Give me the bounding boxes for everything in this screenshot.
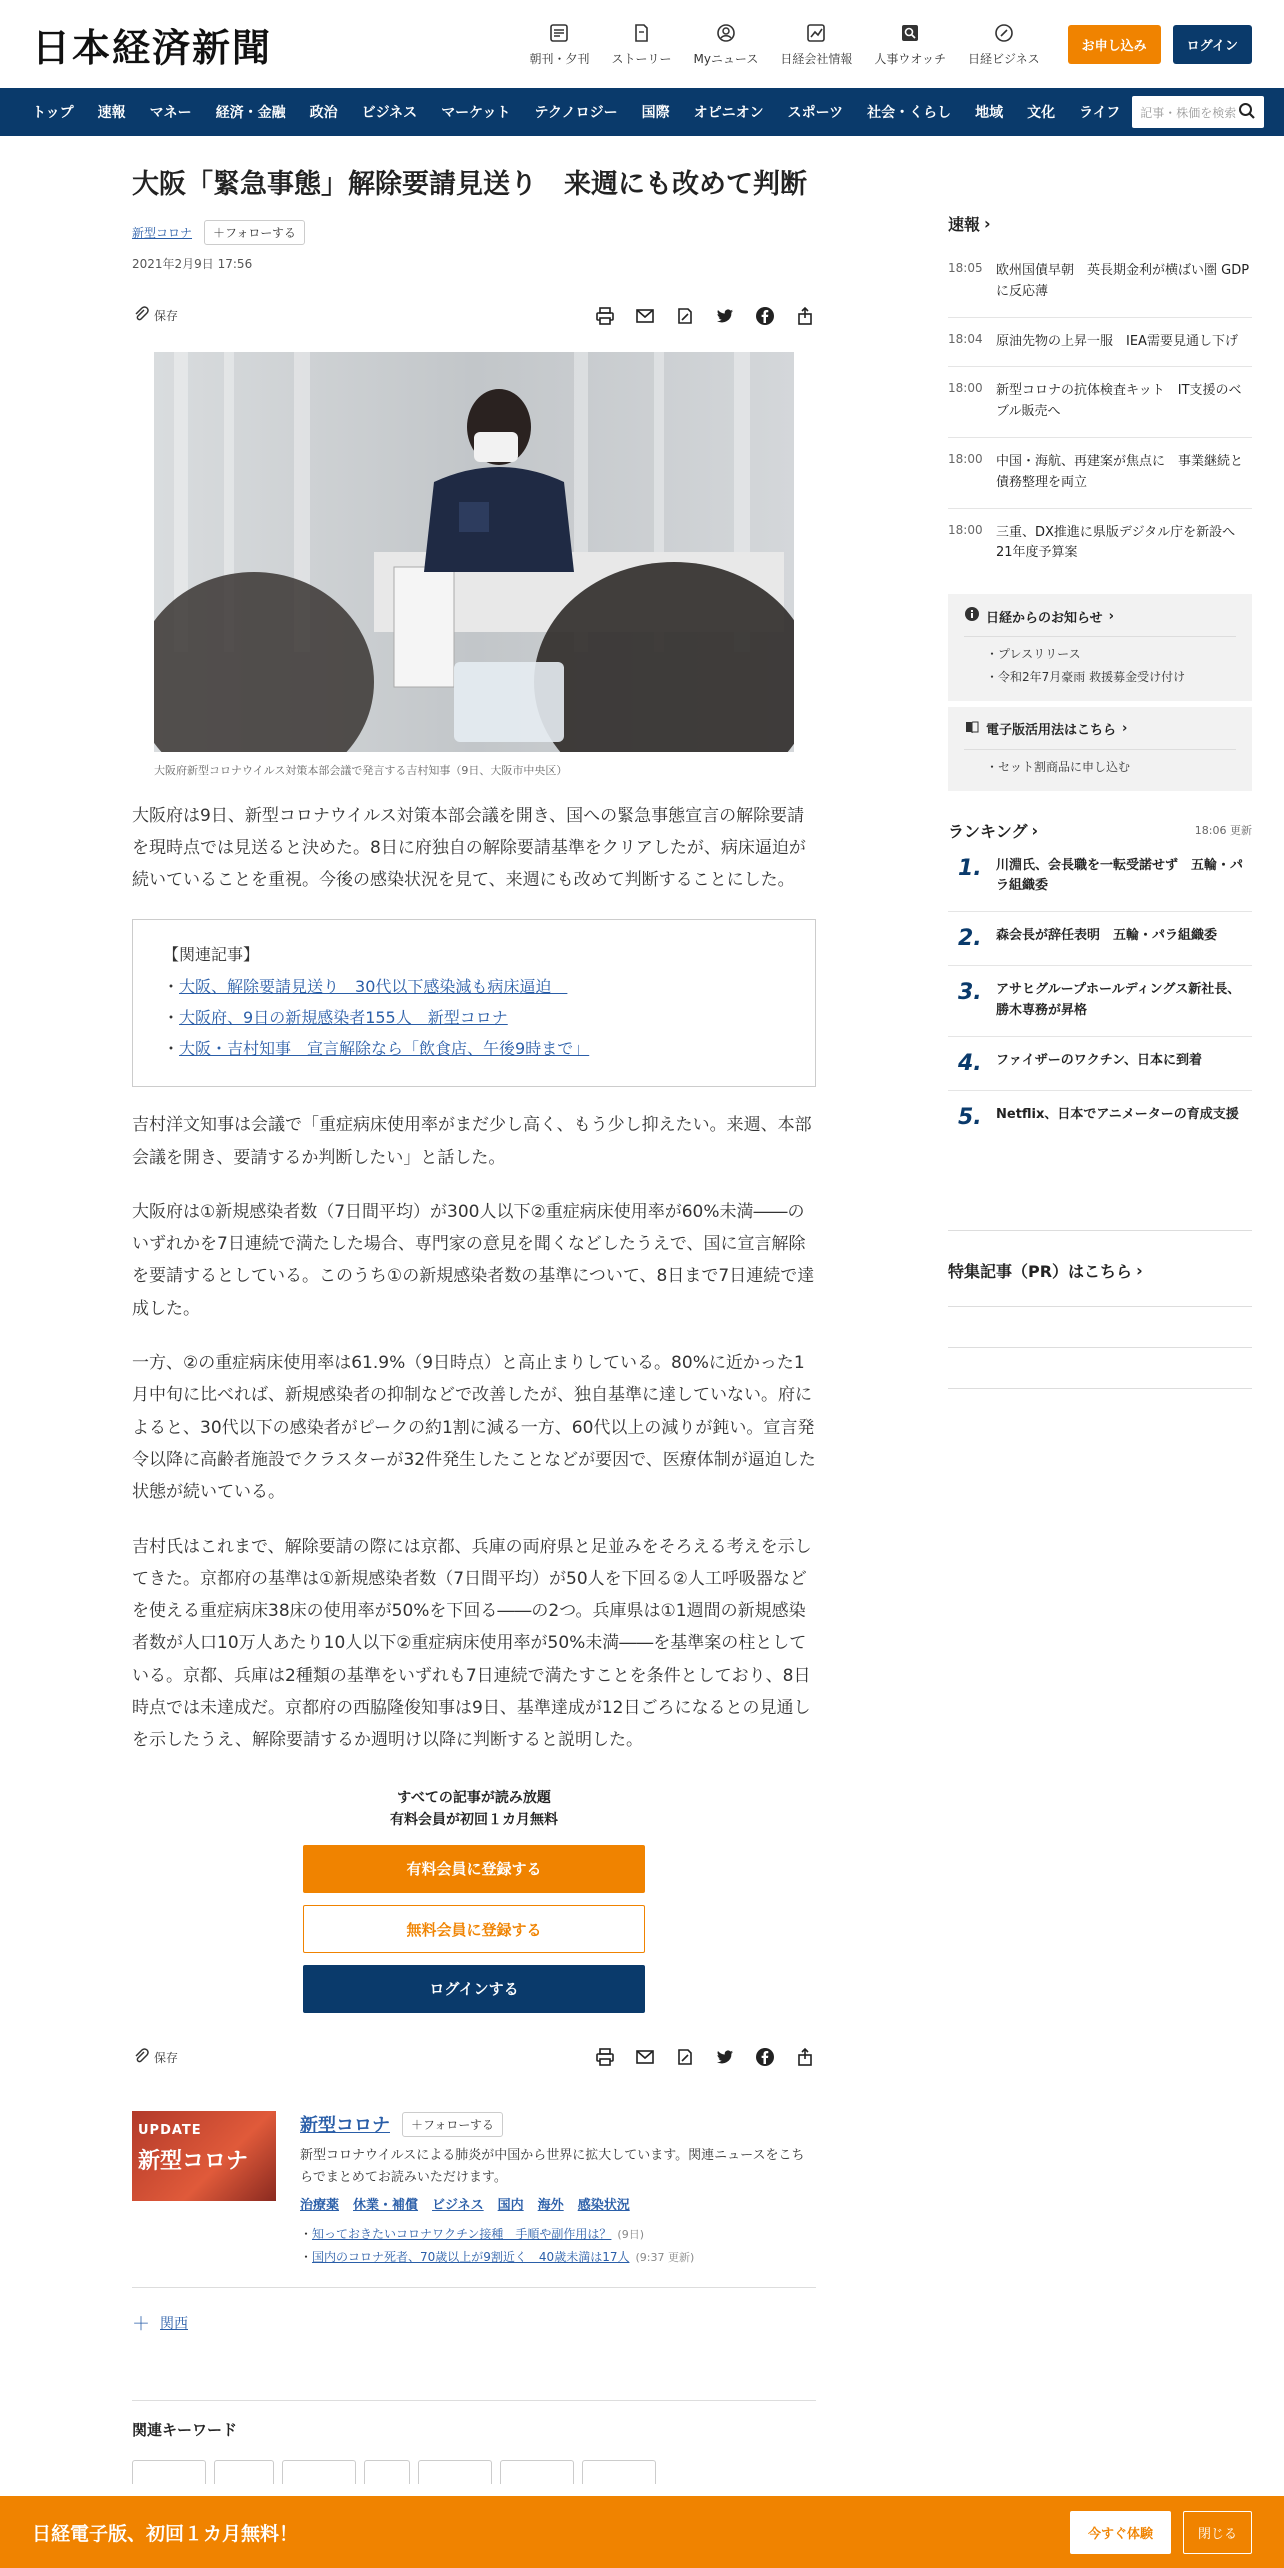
save-button[interactable] [132, 2047, 178, 2068]
topic-link-note: (9:37 更新) [635, 2250, 695, 2264]
notice-heading[interactable] [964, 606, 1236, 626]
article-toolbar-top [132, 302, 816, 330]
nav-item-flash[interactable]: 速報 [97, 105, 126, 121]
twitter-icon[interactable] [714, 2046, 736, 2068]
ranking-item[interactable] [948, 966, 1252, 1037]
photo-illustration [154, 352, 794, 752]
topic-name-link[interactable]: 新型コロナ [300, 2115, 390, 2137]
area-tag-link[interactable]: 関西 [160, 2316, 188, 2333]
chevron-right-icon: › [1108, 608, 1114, 624]
header-link-label: 日経ビジネス [967, 51, 1040, 66]
notice-title: 日経からのお知らせ [986, 610, 1103, 626]
nav-item-life[interactable]: ライフ [1079, 105, 1121, 121]
flash-news-title: 速報 [948, 215, 981, 234]
topic-thumbnail-line2: 新型コロナ [138, 2149, 249, 2175]
topic-link-note: (9日) [617, 2227, 645, 2241]
search-icon[interactable] [1238, 102, 1256, 123]
topic-article-link[interactable]: 知っておきたいコロナワクチン接種 手順や副作用は？ [312, 2226, 612, 2241]
topic-tag-link[interactable]: 休業・補償 [353, 2197, 419, 2213]
nav-item-market[interactable]: マーケット [441, 105, 511, 121]
topic-tag-link[interactable]: 治療薬 [300, 2197, 340, 2213]
guide-heading[interactable] [964, 719, 1236, 739]
digital-guide-box [948, 707, 1252, 791]
book-icon [964, 719, 980, 739]
paywall-login-button[interactable]: ログインする [303, 1965, 645, 2013]
rank-headline: ファイザーのワクチン、日本に到着 [996, 1052, 1203, 1068]
site-header [0, 0, 1284, 88]
follow-label: フォローする [423, 2117, 494, 2132]
rank-headline: Netflix、日本でアニメーターの育成支援 [996, 1106, 1239, 1122]
topic-tag-link[interactable]: ビジネス [432, 2197, 484, 2213]
chevron-right-icon: › [984, 214, 991, 233]
rank-number: 5. [958, 1104, 982, 1130]
header-link-label: 人事ウオッチ [874, 51, 946, 66]
document-icon [630, 22, 652, 44]
topic-links [300, 2223, 816, 2270]
pr-feature-title: 特集記事（PR）はこちら [948, 1261, 1133, 1281]
paywall-line1: すべての記事が読み放題 [397, 1789, 551, 1806]
ranking-item[interactable] [948, 842, 1252, 913]
ranking-title-link[interactable] [948, 819, 1038, 842]
facebook-icon[interactable] [754, 2046, 776, 2068]
trial-banner-text: 日経電子版、初回１カ月無料！ [32, 2522, 299, 2545]
header-icon-menu [529, 22, 1252, 67]
guide-title: 電子版活用法はこちら [986, 723, 1117, 739]
nav-item-region[interactable]: 地域 [975, 105, 1004, 121]
topic-article-link[interactable]: 国内のコロナ死者、70歳以上が9割近く 40歳未満は17人 [312, 2249, 630, 2264]
plus-icon[interactable]: ＋ [132, 2314, 150, 2336]
related-articles-box [132, 919, 816, 1088]
keyword-chip[interactable] [132, 2460, 206, 2484]
topic-link[interactable]: 新型コロナ [132, 225, 193, 240]
topic-tag-link[interactable]: 感染状況 [577, 2197, 630, 2213]
flash-news-item[interactable] [948, 367, 1252, 438]
nav-item-money[interactable]: マネー [149, 105, 192, 121]
ranking-item[interactable] [948, 1091, 1252, 1144]
chart-icon [805, 22, 827, 44]
article-title: 大阪「緊急事態」解除要請見送り 来週にも改めて判断 [132, 169, 807, 200]
chevron-right-icon: › [1122, 721, 1128, 737]
user-icon [715, 22, 737, 44]
search-placeholder: 記事・株価を検索 [1140, 105, 1237, 120]
close-banner-button[interactable]: 閉じる [1183, 2511, 1252, 2554]
login-button[interactable]: ログイン [1173, 25, 1252, 64]
share-buttons [594, 305, 816, 327]
header-link-morning-evening[interactable] [529, 22, 589, 67]
facebook-icon[interactable] [754, 305, 776, 327]
news-time: 18:00 [948, 381, 983, 396]
topic-thumbnail[interactable] [132, 2111, 276, 2201]
rank-number: 1. [958, 855, 982, 881]
plus-icon: ＋ [213, 225, 226, 240]
nav-item-opinion[interactable]: オピニオン [693, 105, 764, 121]
news-time: 18:00 [948, 451, 983, 466]
twitter-icon[interactable] [714, 305, 736, 327]
header-link-story[interactable] [611, 22, 671, 67]
register-free-button[interactable]: 無料会員に登録する [303, 1905, 645, 1953]
print-icon[interactable] [594, 2046, 616, 2068]
search-icon [899, 22, 921, 44]
topic-follow-button[interactable] [402, 2112, 503, 2137]
article-paragraph: 大阪府は①新規感染者数（7日間平均）が300人以下②重症病床使用率が60%未満――のいずれかを7日連続で満たした場合、専門家の意見を聞くなどしたうえで、国に宣言解除を要請するとしている。このうち①の新規感染者数の基準について、8日まで7日連続で達成した。 [132, 1201, 815, 1319]
header-link-my-news[interactable] [693, 22, 758, 67]
header-link-company-info[interactable] [780, 22, 852, 67]
save-button[interactable] [132, 305, 178, 326]
flash-news-item[interactable] [948, 509, 1252, 579]
related-link[interactable]: ・ 大阪、解除要請見送り 30代以下感染減も病床逼迫 [163, 971, 785, 1002]
news-time: 18:05 [948, 261, 983, 275]
news-headline: 三重、DX推進に県版デジタル庁を新設へ 21年度予算案 [996, 524, 1249, 561]
register-paid-button[interactable]: 有料会員に登録する [303, 1845, 645, 1893]
nav-item-society[interactable]: 社会・くらし [867, 105, 952, 121]
header-link-label: 日経会社情報 [780, 51, 853, 66]
news-headline: 原油先物の上昇一服 IEA需要見通し下げ [996, 333, 1238, 349]
area-tag-row [132, 2288, 816, 2358]
header-link-personnel-watch[interactable] [874, 22, 946, 67]
ranking-updated: 18:06 更新 [1194, 824, 1252, 838]
topic-description: 新型コロナウイルスによる肺炎が中国から世界に拡大しています。関連ニュースをこちらでまとめてお読みいただけます。 [300, 2148, 805, 2186]
article-column [132, 136, 816, 2484]
divider [948, 1306, 1252, 1307]
news-headline: 新型コロナの抗体検査キット IT支援のベブル販売へ [996, 383, 1242, 420]
try-now-button[interactable]: 今すぐ体験 [1070, 2511, 1171, 2554]
share-buttons [594, 2046, 816, 2068]
keyword-chip[interactable] [364, 2460, 410, 2484]
flash-news-item[interactable] [948, 318, 1252, 368]
article-toolbar-bottom [132, 2043, 816, 2071]
topic-tag-link[interactable]: 海外 [537, 2197, 564, 2213]
news-headline: 欧州国債早朝 英長期金利が横ばい圏 GDPに反応薄 [996, 263, 1250, 299]
related-link[interactable]: ・ 大阪府、9日の新規感染者155人 新型コロナ [163, 1002, 785, 1033]
ranking-title: ランキング [948, 821, 1028, 841]
article-photo [154, 352, 794, 752]
paywall [132, 1787, 816, 2014]
nav-item-economy[interactable]: 経済・金融 [215, 105, 286, 121]
info-icon [964, 606, 980, 626]
newspaper-icon [548, 22, 570, 44]
note-icon[interactable] [674, 2046, 696, 2068]
keyword-chip[interactable] [214, 2460, 274, 2484]
keyword-chip[interactable] [582, 2460, 656, 2484]
keyword-chip[interactable] [418, 2460, 492, 2484]
article-meta [132, 220, 816, 245]
notice-item[interactable]: ・ プレスリリース [964, 643, 1236, 666]
note-icon[interactable] [674, 305, 696, 327]
article-lead: 大阪府は9日、新型コロナウイルス対策本部会議を開き、国への緊急事態宣言の解除要請を現時点では見送ると決めた。8日に府独自の解除要請基準をクリアしたが、病床逼迫が続いていることを重視。今後の感染状況を見て、来週にも改めて判断することにした。 [132, 805, 806, 891]
nav-item-culture[interactable]: 文化 [1027, 105, 1056, 121]
subscribe-button[interactable]: お申し込み [1068, 25, 1161, 64]
divider [948, 1347, 1252, 1348]
print-icon[interactable] [594, 305, 616, 327]
news-headline: 中国・海航、再建案が焦点に 事業継続と債務整理を両立 [996, 453, 1244, 490]
topic-link-item: ・知っておきたいコロナワクチン接種 手順や副作用は？ (9日) [300, 2226, 645, 2241]
mail-icon[interactable] [634, 305, 656, 327]
article-date: 2021年2月9日 17:56 [132, 256, 253, 271]
news-time: 18:00 [948, 522, 983, 537]
paywall-line2: 有料会員が初回１カ月無料 [390, 1811, 558, 1828]
nikkei-notice-box [948, 594, 1252, 701]
rank-number: 3. [958, 980, 982, 1006]
topic-tags [300, 2194, 816, 2213]
save-label: 保存 [154, 2050, 179, 2065]
divider [948, 1230, 1252, 1231]
article-paragraph: 吉村洋文知事は会議で「重症病床使用率がまだ少し高く、もう少し抑えたい。来週、本部会議を開き、要請するか判断したい」と話した。 [132, 1115, 812, 1168]
follow-label: フォローする [225, 225, 296, 240]
flash-news-heading[interactable] [948, 212, 1252, 235]
rank-headline: 森会長が辞任表明 五輪・パラ組織委 [996, 928, 1218, 944]
keyword-chip[interactable] [500, 2460, 574, 2484]
follow-button[interactable] [204, 220, 305, 245]
search-input[interactable] [1132, 96, 1264, 128]
paperclip-icon [132, 2047, 150, 2068]
rank-number: 2. [958, 926, 982, 952]
nav-item-politics[interactable]: 政治 [309, 105, 338, 121]
main-nav [0, 88, 1284, 136]
chevron-right-icon: › [1136, 1260, 1143, 1280]
related-heading: 【関連記事】 [163, 944, 260, 964]
share-icon[interactable] [794, 2046, 816, 2068]
nav-item-business[interactable]: ビジネス [361, 105, 418, 121]
ranking-item[interactable] [948, 1037, 1252, 1091]
nav-item-top[interactable]: トップ [32, 105, 74, 121]
share-icon[interactable] [794, 305, 816, 327]
header-link-label: Myニュース [693, 51, 759, 66]
flash-news-list [948, 247, 1252, 578]
flash-news-item[interactable] [948, 247, 1252, 318]
keywords-title: 関連キーワード [132, 2421, 238, 2440]
guide-item[interactable]: ・ セット割商品に申し込む [964, 756, 1236, 779]
topic-thumbnail-line1: UPDATE [138, 2123, 202, 2139]
compass-icon [993, 22, 1015, 44]
nav-item-technology[interactable]: テクノロジー [534, 105, 618, 121]
ranking-list [948, 842, 1252, 1144]
nav-item-international[interactable]: 国際 [641, 105, 670, 121]
keyword-chip[interactable] [282, 2460, 356, 2484]
notice-item[interactable]: ・ 令和2年7月豪雨 救援募金受け付け [964, 666, 1236, 689]
news-time: 18:04 [948, 331, 983, 346]
rank-headline: 川淵氏、会長職を一転受諾せず 五輪・パラ組織委 [996, 857, 1244, 894]
photo-caption: 大阪府新型コロナウイルス対策本部会議で発言する吉村知事（9日、大阪市中央区） [154, 763, 568, 777]
divider [132, 2400, 816, 2401]
topic-tag-link[interactable]: 国内 [497, 2197, 524, 2213]
mail-icon[interactable] [634, 2046, 656, 2068]
header-link-nikkei-business[interactable] [968, 22, 1040, 67]
header-link-label: 朝刊・夕刊 [529, 51, 590, 66]
plus-icon: ＋ [411, 2117, 424, 2132]
sidebar [948, 136, 1252, 1389]
pr-feature-link[interactable] [948, 1259, 1252, 1282]
site-logo[interactable]: 日本経済新聞 [32, 24, 273, 70]
nav-item-sports[interactable]: スポーツ [787, 105, 844, 121]
rank-headline: アサヒグループホールディングス新社長、勝木専務が昇格 [996, 982, 1241, 1018]
chevron-right-icon: › [1031, 820, 1039, 840]
trial-banner [0, 2496, 1284, 2568]
save-label: 保存 [154, 309, 179, 324]
topic-link-item: ・国内のコロナ死者、70歳以上が9割近く 40歳未満は17人 (9:37 更新) [300, 2249, 695, 2264]
ranking-item[interactable] [948, 912, 1252, 966]
related-link[interactable]: ・ 大阪・吉村知事 宣言解除なら「飲食店、午後9時まで」 [163, 1033, 785, 1064]
ranking-header [948, 819, 1252, 842]
topic-card [132, 2111, 816, 2269]
article-paragraph: 吉村氏はこれまで、解除要請の際には京都、兵庫の両府県と足並みをそろえる考えを示してきた。京都府の基準は①新規感染者数（7日間平均）が50人を下回る②人工呼吸器などを使える重症病床38床の使用率が50%を下回る――の2つ。兵庫県は①1週間の新規感染者数が人口10万人あたり10人以下②重症病床使用率が50%未満――を基準案の柱としている。京都、兵庫は2種類の基準をいずれも7日連続で満たすことを条件としており、8日時点では未達成だ。京都府の西脇隆俊知事は9日、基準達成が12日ごろになるとの見通しを示したうえ、解除要請するか週明け以降に判断すると説明した。 [132, 1536, 812, 1751]
flash-news-item[interactable] [948, 438, 1252, 509]
divider [948, 1388, 1252, 1389]
keywords-row [132, 2460, 816, 2484]
article-paragraph: 一方、②の重症病床使用率は61.9%（9日時点）と高止まりしている。80%に近かった1月中旬に比べれば、新規感染者の抑制などで改善したが、独自基準に達していない。府によると、30代以下の感染者がピークの約1割に減る一方、60代以上の減りが鈍い。宣言発令以降に高齢者施設でクラスターが32件発生したことなどが要因で、医療体制が逼迫した状態が続いている。 [132, 1353, 816, 1503]
rank-number: 4. [958, 1050, 982, 1076]
header-link-label: ストーリー [611, 51, 672, 66]
paperclip-icon [132, 305, 150, 326]
